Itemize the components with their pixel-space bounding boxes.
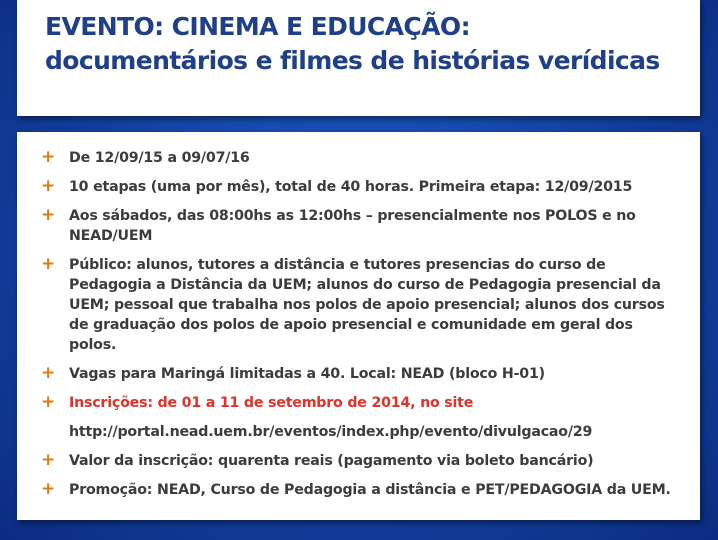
item-text: Público: alunos, tutores a distância e tutores presencias do curso de Pedagogia a Distância da UEM; alunos do curso de Pedagogia presencial da UEM; pessoal que trabalha nos polos de apoio presencial; alunos dos cursos de graduação dos polos de apoio presencial e comunidade em geral dos polos.: [69, 257, 665, 353]
item-text: Aos sábados, das 08:00hs as 12:00hs – presencialmente nos POLOS e no NEAD/UEM: [69, 208, 636, 244]
item-text: Promoção: NEAD, Curso de Pedagogia a distância e PET/PEDAGOGIA da UEM.: [69, 482, 671, 498]
item-text: De 12/09/15 a 09/07/16: [69, 150, 250, 166]
item-text: Valor da inscrição: quarenta reais (pagamento via boleto bancário): [69, 453, 594, 469]
title-line-2: documentários e filmes de histórias verídicas: [45, 46, 660, 75]
registration-text: Inscrições: de 01 a 11 de setembro de 2014, no site: [69, 395, 474, 411]
list-item: [41, 177, 682, 197]
registration-url[interactable]: http://portal.nead.uem.br/eventos/index.php/evento/divulgacao/29: [69, 424, 593, 440]
plus-bullet-icon: +: [41, 479, 56, 499]
plus-bullet-icon: +: [41, 176, 56, 196]
list-item: [41, 364, 682, 384]
list-item: [41, 255, 682, 355]
list-item: [41, 451, 682, 471]
plus-bullet-icon: +: [41, 205, 56, 225]
plus-bullet-icon: +: [41, 392, 56, 412]
item-text: Vagas para Maringá limitadas a 40. Local: NEAD (bloco H-01): [69, 366, 545, 382]
list-item: [41, 480, 682, 500]
content-panel: [17, 132, 700, 520]
plus-bullet-icon: +: [41, 450, 56, 470]
plus-bullet-icon: +: [41, 363, 56, 383]
title-line-1: EVENTO: CINEMA E EDUCAÇÃO:: [45, 12, 470, 41]
list-item-registration: [41, 393, 682, 413]
plus-bullet-icon: +: [41, 254, 56, 274]
item-text: 10 etapas (uma por mês), total de 40 horas. Primeira etapa: 12/09/2015: [69, 179, 633, 195]
title-panel: [17, 0, 700, 116]
list-item: [41, 206, 682, 246]
list-item: [41, 148, 682, 168]
plus-bullet-icon: +: [41, 147, 56, 167]
